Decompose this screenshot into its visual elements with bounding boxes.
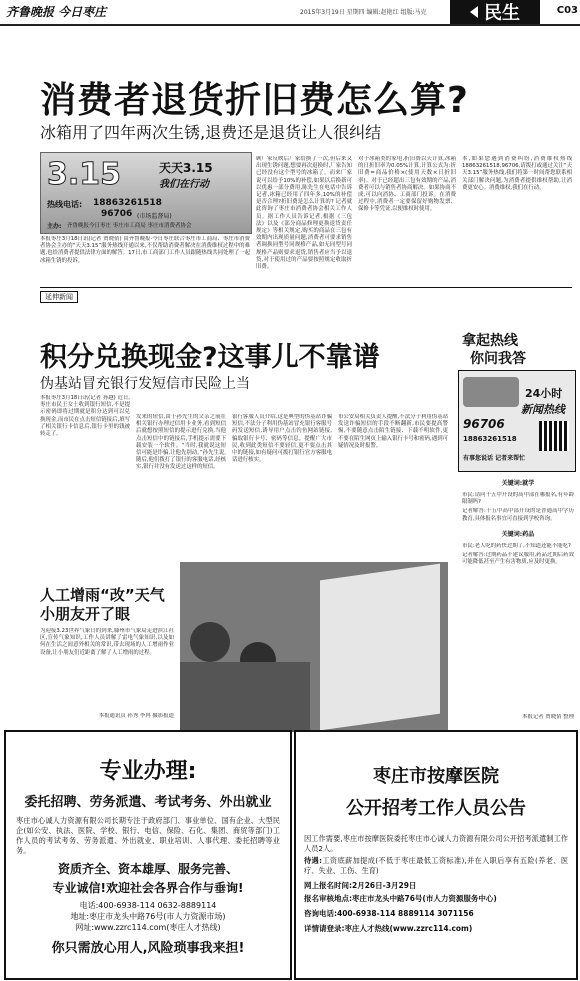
story1-banner (40, 152, 252, 234)
story2-subtitle: 伪基站冒充银行发短信市民险上当 (40, 376, 250, 392)
hotline-phone: 18863261518 (463, 435, 517, 443)
story1-col2: 顾厂家反映后厂家给换了一次,但后来又出现生锈问题,想要再次退换时,厂家告知已经没有这个型号的冰箱了。而来厂家说可以给予10%的补偿,如果以后换新可以优惠一部分费用,陈先生在电话中告诉记者,冰箱已经用了四年多,10%的补偿是否合理?折旧费是怎么计算的? 记者就此咨询了枣庄市消费者协会相关工作人员。据工作人员告诉记者,根据《三包法》以及《部分商品修理更换退货责任规定》等相关规定,购买的商品在三包有效期内出现质量问题,消费者可要求销售者调换同型号同规格产品,如无同型号同规格产品则要求退货,销售者应当予以退货,对于使用过的产品要按照规定收取折旧费。 (256, 156, 352, 271)
qa-keyword: 关键词:药品 (501, 530, 535, 538)
banner-slogan1: 天天3.15 (159, 161, 213, 175)
qr-caption: 有事您说话 记者来帮忙 (463, 455, 526, 462)
section-name: 民生 (484, 3, 520, 24)
story3-credit: 本报通讯员 孙秀 李冉 摄影报道 (98, 713, 174, 719)
qa-answer: 记者解答:过期药品不建议服用,药品过期后药效可能降低甚至产生有害物质,应及时更换。 (462, 552, 574, 566)
story3-title-2: 小朋友开了眼 (40, 605, 131, 623)
banner-phone1: 18863261518 (93, 198, 162, 208)
story2-col4: 市公安局相关负责人提醒,不法分子利用伪基站发送诈骗短信的手段不断翻新,市民要提高警惕,不要随意点击陌生链接、下载不明软件,更不要在陌生网页上输入银行卡号和密码,遇到可疑情况及时报警。 (338, 414, 448, 449)
banner-phone2-note: (市场监督局) (137, 213, 172, 220)
story1-lead: 本报枣庄3月18日讯(记者 贾晓倩) 由齐鲁晚报·今日枣庄联合枣庄市工商局、枣庄市消费者协会主办的“天天3.15”服务热线开通以来,不仅帮助消费者解决在消费维权过程中的难题,也给消费者提供法律方面的解答。17日,市工商部门工作人员跟随热线共同处理了一起冰箱生锈的投诉。 (40, 236, 250, 264)
story1-col4: 本,如果您遇到消费纠纷,消费维权热线18863261518,96706,请拨打或通过关注“天天3.15”服务热线,我们将第一时间帮您联系相关部门解决问题,为消费者提供维权帮助,让消费更安心。消费维权,我们在行动。 (462, 156, 572, 191)
ad2-pay-label: 待遇: (304, 856, 322, 865)
ad1-title: 专业办理: (99, 759, 197, 784)
divider (40, 287, 572, 288)
hotline-box (458, 370, 576, 472)
masthead: 齐鲁晚报 今日枣庄 (6, 5, 107, 19)
sidebar-title-2: 你问我答 (470, 351, 526, 367)
qa-answer: 记者解答:十五中高中部开设的是普通高中学历教育,具体报名事宜可直接到学校咨询。 (462, 508, 574, 522)
ad2-title1: 枣庄市按摩医院 (373, 766, 499, 787)
ad2-title2: 公开招考工作人员公告 (346, 798, 526, 819)
children-photo (180, 562, 448, 732)
section-arrow-icon (470, 6, 478, 18)
section-label (450, 0, 540, 24)
ad2-website[interactable]: 详情请登录:枣庄人才热线(www.zzrc114.com) (304, 924, 473, 933)
story2-title: 积分兑换现金?这事儿不靠谱 (40, 342, 380, 373)
ad2-tel: 咨询电话:400-6938-114 8889114 3071156 (304, 909, 474, 918)
ad1-footer: 你只需放心用人,风险琐事我来担! (51, 941, 245, 956)
banner-host: 齐鲁晚报今日枣庄 枣庄市工商局 枣庄市消费者协会 (67, 223, 192, 229)
ad2-body: 因工作需要,枣庄市按摩医院委托枣庄市心诚人力资源有限公司公开招考派遣制工作人员2人。 (304, 834, 568, 853)
sidebar-title-1: 拿起热线 (462, 333, 518, 349)
ad1-tel: 电话:400-6938-114 0632-8889114 (79, 901, 217, 910)
qa-question: 市民:老人吃的药快过期了,不知道还能不能吃? (462, 542, 571, 549)
story1-col3: 对于冰箱类的家电,折旧费以天计算,冰箱的日折旧率为0.05%计算,计算公式为:折旧费=商品价格×(使用天数×日折旧率)。对于已经超出三包有效期的产品,消费者可以与销售者协商解决。如果协商不成,可以向消协、工商部门投诉。在消费过程中,消费者一定要保留好购物发票、保修卡等凭证,以便维权时使用。 (358, 156, 456, 213)
hospital-ad (294, 730, 578, 980)
story1-subtitle: 冰箱用了四年两次生锈,退费还是退货让人很纠结 (40, 123, 382, 142)
ad1-slogan1: 资质齐全、资本雄厚、服务完善、 (57, 862, 238, 876)
dateline: 2015年3月19日 星期四 编辑:赵艳红 组版:马克 (300, 9, 427, 16)
ad1-services: 委托招聘、劳务派遣、考试考务、外出就业 (24, 795, 272, 810)
story3-title-1: 人工增雨“改”天气 (40, 586, 165, 604)
hotline-24h: 24小时 (525, 387, 563, 400)
story2-col3: 银行客服人员介绍,这是典型的伪基站诈骗短信,不法分子利用伪基站冒充银行客服号码发送短信,诱导用户点击钓鱼网站链接,骗取银行卡号、密码等信息。提醒广大市民,收到此类短信不要轻信,更不要点击其中的链接,如有疑问可拨打银行官方客服电话进行核实。 (232, 414, 332, 464)
hotline-big-number: 96706 (463, 417, 505, 431)
ad1-slogan2: 专业诚信!欢迎社会各界合作与垂询! (52, 881, 244, 895)
child-head (190, 622, 230, 662)
banner-host-label: 主办: (47, 223, 62, 230)
story3-text: 为迎接3.23世界气象日的到来,滕州市气象局走进滨江社区,宣传气象知识,工作人员讲解了雷电气象知识,以及如何在生活之间意外相关的常识,带去现场的人工增雨作业设备,让小朋友们近距离了解了人工增雨的过程。 (40, 628, 174, 656)
page-number: C03 (556, 5, 578, 16)
ad1-body: 枣庄市心诚人力资源有限公司长期专注于政府部门、事业单位、国有企业、大型民企(如公安、执法、医院、学校、银行、电信、保险、石化、集团、商贸等部门)工作人员的考试考务、劳务派遣、外出就业、职业培训、人事代理、委托招聘等业务。 (16, 816, 280, 855)
qa-question: 市民:请问十五中开设的高中部在哪报名,有年龄限制吗? (462, 492, 574, 506)
ad2-date: 网上报名时间:2月26日-3月29日 (304, 881, 417, 890)
recruitment-ad (4, 730, 292, 980)
ad2-pay-text: 工资底薪加提成(不低于枣庄最低工资标准),并在入职后享有五险(养老、医疗、失业、工伤、生育) (304, 856, 569, 875)
hotline-name: 新闻热线 (521, 403, 565, 416)
banner-hotline-label: 热线电话: (47, 200, 83, 209)
story1-title: 消费者退货折旧费怎么算? (40, 80, 469, 121)
ad1-website[interactable]: 网址:www.zzrc114.com(枣庄人才热线) (75, 923, 221, 932)
display-board (320, 564, 440, 731)
banner-phone2: 96706 (101, 209, 133, 219)
story2-tag: 延伸新闻 (40, 291, 78, 303)
phone-icon (463, 377, 519, 407)
children-bodies (180, 662, 310, 732)
sidebar-credit: 本报记者 贾晓倩 整理 (522, 714, 574, 720)
story2-col1: 本报枣庄3月18日讯(记者 孙越) 近日,枣庄市民王女士收到银行短信,不是提示密码即将过期就是积分达到可以兑换现金,而市民在点击短信链接后,填写了相关银行卡信息后,银行卡里的钱被转走了。 (40, 395, 130, 438)
story2-col2: 发来的短信,由于孙先生的父亲之前在相关银行办理过信用卡业务,看到短信后就想按照短信的提示进行兑换,当他点击短信中的链接后,手机提示需要下载安装一个软件。“当时,我就说这短信可能是诈骗,让他先别动。”孙先生说,随后,他们拨打了银行的客服电话,经核实,银行并没有发送过这样的短信。 (136, 414, 226, 471)
ad1-address: 地址:枣庄市龙头中路76号(市人力资源市场) (70, 912, 226, 921)
banner-slogan2: 我们在行动 (159, 179, 209, 190)
qr-code-icon (539, 421, 569, 451)
qa-list (462, 474, 574, 704)
qa-keyword: 关键词:就学 (501, 480, 535, 487)
ad2-pay (304, 856, 568, 876)
banner-315: 3.15 (47, 157, 122, 192)
ad2-site: 报名审核地点:枣庄市龙头中路76号(市人力资源服务中心) (304, 894, 497, 903)
